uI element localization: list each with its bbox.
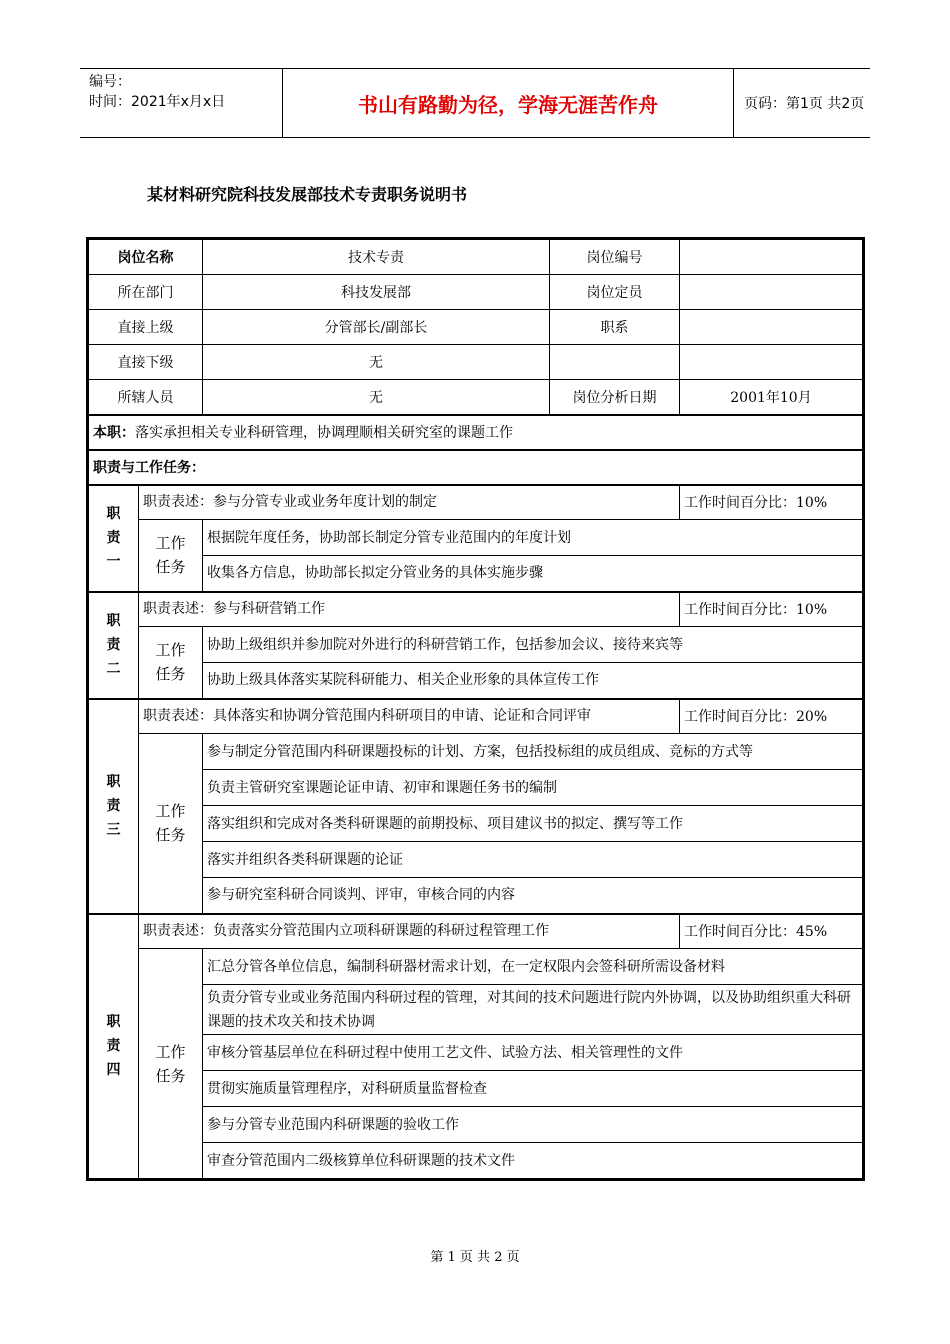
task-item: 审查分管范围内二级核算单位科研课题的技术文件 bbox=[203, 1143, 863, 1179]
task-item: 落实并组织各类科研课题的论证 bbox=[203, 842, 863, 878]
header-page-info: 页码：第1页 共2页 bbox=[744, 96, 865, 112]
date-label: 时间：2021年x月x日 bbox=[89, 94, 226, 110]
document-title: 某材料研究院科技发展部技术专责职务说明书 bbox=[147, 185, 468, 204]
duty-description: 职责表述：参与科研营销工作 bbox=[139, 592, 680, 627]
task-row bbox=[89, 1143, 863, 1179]
job-description-table bbox=[88, 239, 863, 1179]
header-meta bbox=[80, 69, 282, 137]
task-row bbox=[89, 663, 863, 699]
task-row bbox=[89, 1107, 863, 1143]
series-label: 职系 bbox=[550, 310, 680, 345]
task-row bbox=[89, 985, 863, 1035]
duty-time-percentage: 工作时间百分比：10% bbox=[680, 592, 863, 627]
duty-name: 职 责 一 bbox=[89, 485, 139, 592]
task-item: 协助上级具体落实某院科研能力、相关企业形象的具体宣传工作 bbox=[203, 663, 863, 699]
task-row bbox=[89, 520, 863, 556]
task-row bbox=[89, 949, 863, 985]
empty-cell bbox=[680, 345, 863, 380]
position-code-value bbox=[680, 240, 863, 275]
task-label: 工作 任务 bbox=[139, 734, 203, 914]
task-item: 负责主管研究室课题论证申请、初审和课题任务书的编制 bbox=[203, 770, 863, 806]
task-row bbox=[89, 770, 863, 806]
task-item: 参与分管专业范围内科研课题的验收工作 bbox=[203, 1107, 863, 1143]
duty-time-percentage: 工作时间百分比：20% bbox=[680, 699, 863, 734]
task-row bbox=[89, 556, 863, 592]
empty-cell bbox=[550, 345, 680, 380]
subordinate-label: 直接下级 bbox=[89, 345, 203, 380]
superior-value: 分管部长/副部长 bbox=[203, 310, 550, 345]
task-row bbox=[89, 1071, 863, 1107]
duty-row bbox=[89, 699, 863, 734]
duty-description: 职责表述：参与分管专业或业务年度计划的制定 bbox=[139, 485, 680, 520]
task-label: 工作 任务 bbox=[139, 949, 203, 1179]
duty-time-percentage: 工作时间百分比：45% bbox=[680, 914, 863, 949]
task-row bbox=[89, 806, 863, 842]
analysis-date-label: 岗位分析日期 bbox=[550, 380, 680, 415]
subordinate-value: 无 bbox=[203, 345, 550, 380]
position-code-label: 岗位编号 bbox=[550, 240, 680, 275]
staff-value: 无 bbox=[203, 380, 550, 415]
task-item: 参与制定分管范围内科研课题投标的计划、方案，包括投标组的成员组成、竞标的方式等 bbox=[203, 734, 863, 770]
superior-label: 直接上级 bbox=[89, 310, 203, 345]
task-item: 参与研究室科研合同谈判、评审，审核合同的内容 bbox=[203, 878, 863, 914]
department-value: 科技发展部 bbox=[203, 275, 550, 310]
task-item: 落实组织和完成对各类科研课题的前期投标、项目建议书的拟定、撰写等工作 bbox=[203, 806, 863, 842]
duty-summary-label: 本职： bbox=[93, 425, 135, 441]
duty-row bbox=[89, 592, 863, 627]
analysis-date-value: 2001年10月 bbox=[680, 380, 863, 415]
task-row bbox=[89, 842, 863, 878]
task-item: 负责分管专业或业务范围内科研过程的管理，对其间的技术问题进行院内外协调，以及协助组织重大科研课题的技术攻关和技术协调 bbox=[203, 985, 863, 1035]
task-item: 贯彻实施质量管理程序，对科研质量监督检查 bbox=[203, 1071, 863, 1107]
department-label: 所在部门 bbox=[89, 275, 203, 310]
duty-name: 职 责 四 bbox=[89, 914, 139, 1179]
series-value bbox=[680, 310, 863, 345]
page-header bbox=[80, 68, 870, 138]
duty-description: 职责表述：负责落实分管范围内立项科研课题的科研过程管理工作 bbox=[139, 914, 680, 949]
quota-value bbox=[680, 275, 863, 310]
page-footer: 第 1 页 共 2 页 bbox=[430, 1250, 520, 1265]
number-label: 编号： bbox=[89, 74, 131, 90]
duty-row bbox=[89, 914, 863, 949]
task-row bbox=[89, 878, 863, 914]
header-motto: 书山有路勤为径，学海无涯苦作舟 bbox=[282, 69, 734, 137]
task-label: 工作 任务 bbox=[139, 627, 203, 699]
task-row bbox=[89, 734, 863, 770]
staff-label: 所辖人员 bbox=[89, 380, 203, 415]
duties-heading: 职责与工作任务： bbox=[89, 450, 863, 485]
duty-name: 职 责 三 bbox=[89, 699, 139, 914]
position-name-label: 岗位名称 bbox=[89, 240, 203, 275]
duty-description: 职责表述：具体落实和协调分管范围内科研项目的申请、论证和合同评审 bbox=[139, 699, 680, 734]
quota-label: 岗位定员 bbox=[550, 275, 680, 310]
task-item: 审核分管基层单位在科研过程中使用工艺文件、试验方法、相关管理性的文件 bbox=[203, 1035, 863, 1071]
duty-name: 职 责 二 bbox=[89, 592, 139, 699]
duty-row bbox=[89, 485, 863, 520]
task-item: 根据院年度任务，协助部长制定分管专业范围内的年度计划 bbox=[203, 520, 863, 556]
task-item: 收集各方信息，协助部长拟定分管业务的具体实施步骤 bbox=[203, 556, 863, 592]
position-name-value: 技术专责 bbox=[203, 240, 550, 275]
task-row bbox=[89, 1035, 863, 1071]
task-item: 汇总分管各单位信息，编制科研器材需求计划，在一定权限内会签科研所需设备材料 bbox=[203, 949, 863, 985]
task-label: 工作 任务 bbox=[139, 520, 203, 592]
task-row bbox=[89, 627, 863, 663]
duty-time-percentage: 工作时间百分比：10% bbox=[680, 485, 863, 520]
task-item: 协助上级组织并参加院对外进行的科研营销工作，包括参加会议、接待来宾等 bbox=[203, 627, 863, 663]
duty-summary-text: 落实承担相关专业科研管理，协调理顺相关研究室的课题工作 bbox=[135, 425, 513, 441]
duty-summary bbox=[89, 415, 863, 450]
